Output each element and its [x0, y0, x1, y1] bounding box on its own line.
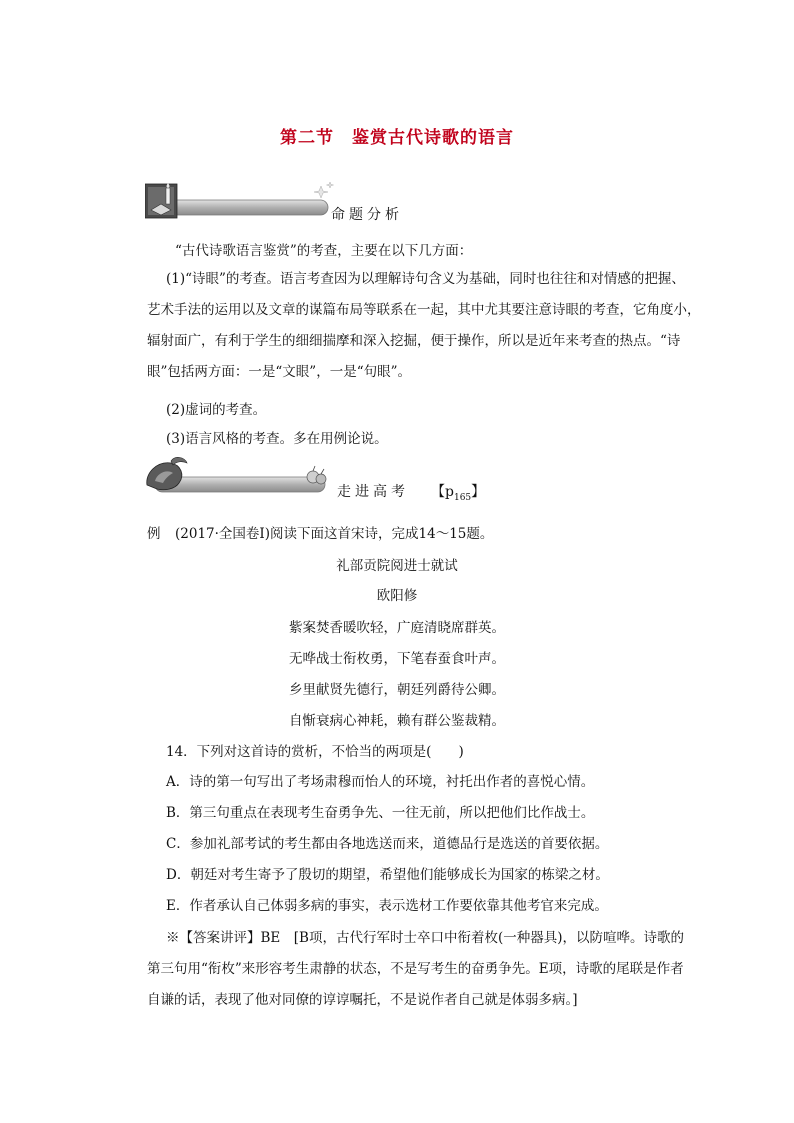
item2-line: (2)虚词的考查。 [166, 402, 267, 418]
title-section-number: 第二节 [280, 128, 334, 148]
option-b: B．第三句重点在表现考生奋勇争先、一往无前，所以把他们比作战士。 [166, 805, 595, 821]
poem-title: 礼部贡院阅进士就试 [336, 558, 458, 574]
poem-author: 欧阳修 [376, 588, 418, 604]
page-reference-prefix: 【p [431, 484, 454, 500]
title-section-name: 鉴赏古代诗歌的语言 [352, 128, 514, 148]
example-label: 例 [147, 526, 161, 542]
option-c: C．参加礼部考试的考生都由各地选送而来，道德品行是选送的首要依据。 [166, 836, 609, 852]
option-a: A．诗的第一句写出了考场肃穆而怡人的环境，衬托出作者的喜悦心情。 [166, 774, 595, 790]
item1-line: 眼”包括两方面：一是“文眼”，一是“句眼”。 [147, 364, 412, 380]
book-candle-icon [145, 180, 335, 222]
poem-line: 自惭衰病心神耗，赖有群公鉴裁精。 [289, 713, 505, 729]
poem-line: 紫案焚香暖吹轻，广庭清晓席群英。 [289, 620, 505, 636]
item1-line: 辐射面广，有利于学生的细细揣摩和深入挖掘，便于操作，所以是近年来考查的热点。“诗 [147, 333, 681, 349]
intro-paragraph: “古代诗歌语言鉴赏”的考查，主要在以下几方面： [175, 243, 473, 259]
item1-line: 艺术手法的运用以及文章的谋篇布局等联系在一起，其中尤其要注意诗眼的考查，它角度小， [147, 302, 701, 318]
page-title [0, 123, 794, 148]
answer-explanation-line: 第三句用“衔枚”来形容考生肃静的状态，不是写考生的奋勇争先。E项，诗歌的尾联是作者 [147, 961, 684, 977]
section-banner-label [337, 481, 485, 503]
section-banner-label: 命题分析 [331, 207, 403, 223]
page-reference-suffix: 】 [471, 484, 486, 500]
example-instructions: (2017·全国卷Ⅰ)阅读下面这首宋诗，完成14～15题。 [175, 526, 494, 542]
ornament-icon [145, 455, 335, 497]
answer-explanation-line: 自谦的话，表现了他对同僚的谆谆嘱托，不是说作者自己就是体弱多病。] [147, 992, 578, 1008]
option-e: E．作者承认自己体弱多病的事实，表示选材工作要依靠其他考官来完成。 [166, 898, 608, 914]
page-reference [431, 484, 486, 503]
page-reference-number: 165 [453, 492, 472, 503]
poem-line: 乡里献贤先德行，朝廷列爵待公卿。 [289, 682, 505, 698]
question-14: 14．下列对这首诗的赏析，不恰当的两项是( ) [166, 744, 464, 760]
section-banner-analysis [145, 180, 403, 223]
item1-line: (1)“诗眼”的考查。语言考查因为以理解诗句含义为基础，同时也往往和对情感的把握、 [166, 271, 685, 287]
item3-line: (3)语言风格的考查。多在用例论说。 [166, 431, 388, 447]
section-banner-title: 走进高考 [337, 484, 409, 500]
poem-line: 无哗战士衔枚勇，下笔春蚕食叶声。 [289, 651, 505, 667]
section-banner-exam [145, 455, 525, 503]
option-d: D．朝廷对考生寄予了殷切的期望，希望他们能够成长为国家的栋梁之材。 [166, 867, 609, 883]
answer-explanation-line: ※【答案讲评】BE [B项，古代行军时士卒口中衔着枚(一种器具)，以防喧哗。诗歌的 [166, 930, 684, 946]
